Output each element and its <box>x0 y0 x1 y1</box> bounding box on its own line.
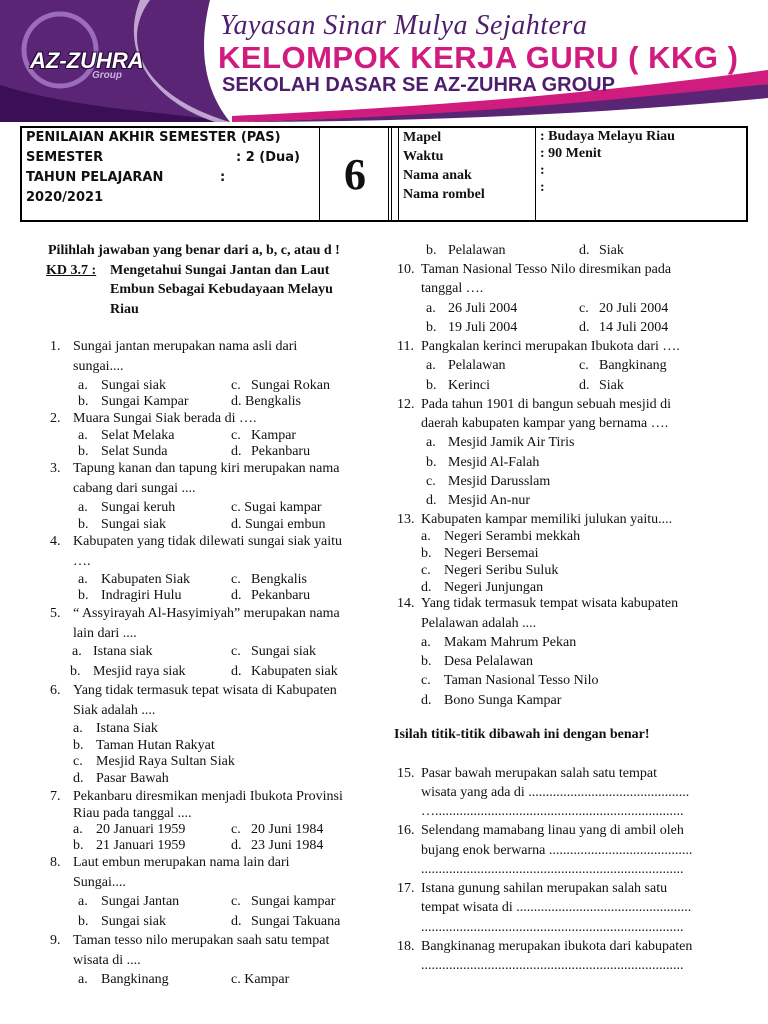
question-text-line: d. <box>579 320 590 335</box>
question-text-line: lain dari .... <box>73 626 137 641</box>
question-text-line: d. <box>579 243 590 258</box>
question-text-line: a. <box>73 721 83 736</box>
question-text-line: 26 Juli 2004 <box>448 301 518 316</box>
question-text-line: b. <box>426 455 437 470</box>
field-class-label: Nama rombel <box>403 187 485 202</box>
question-text-line: d. <box>73 771 84 786</box>
question-text-line: Taman tesso nilo merupakan saah satu tempat <box>73 933 330 948</box>
question-text-line: c. <box>231 822 241 837</box>
question-text-line: 9. <box>50 933 61 948</box>
question-text-line: d. <box>231 444 242 459</box>
question-text-line: 5. <box>50 606 61 621</box>
group-title: KELOMPOK KERJA GURU ( KKG ) <box>218 40 739 75</box>
semester-value: : 2 (Dua) <box>236 150 300 165</box>
question-text-line: a. <box>421 529 431 544</box>
question-text-line: d. Bengkalis <box>231 394 301 409</box>
question-text-line: Kabupaten yang tidak dilewati sungai siak yaitu <box>73 534 343 549</box>
question-text-line: a. <box>426 301 436 316</box>
question-text-line: a. <box>78 500 88 515</box>
question-text-line: Sungai keruh <box>101 500 176 515</box>
question-text-line: Pasar bawah merupakan salah satu tempat <box>421 766 657 781</box>
question-text-line: Kabupaten kampar memiliki julukan yaitu.... <box>421 512 673 527</box>
question-text-line: Kabupaten Siak <box>101 572 191 587</box>
question-text-line: Taman Hutan Rakyat <box>96 738 215 753</box>
question-text-line: d. Sungai embun <box>231 517 326 532</box>
question-text-line: Istana Siak <box>96 721 158 736</box>
question-text-line: Bengkalis <box>251 572 307 587</box>
semester-label: SEMESTER <box>26 150 104 165</box>
question-text-line: Makam Mahrum Pekan <box>444 635 577 650</box>
question-text-line: d. <box>231 588 242 603</box>
question-text-line: b. <box>78 394 89 409</box>
question-text-line: 3. <box>50 461 61 476</box>
question-text-line: 12. <box>397 397 415 412</box>
question-text-line: b. <box>426 243 437 258</box>
question-text-line: 6. <box>50 683 61 698</box>
question-text-line: Selat Sunda <box>101 444 168 459</box>
logo-sub: Group <box>92 70 122 81</box>
question-text-line: ........................................................................... <box>421 920 684 935</box>
question-text-line: Negeri Seribu Suluk <box>444 563 559 578</box>
question-text-line: Kabupaten siak <box>251 664 338 679</box>
question-text-line: b. <box>78 444 89 459</box>
question-text-line: Negeri Junjungan <box>444 580 544 595</box>
question-text-line: Kerinci <box>448 378 490 393</box>
question-text-line: a. <box>78 378 88 393</box>
question-text-line: b. <box>78 517 89 532</box>
question-text-line: Sungai siak <box>101 517 166 532</box>
kd-text-line: Riau <box>110 302 139 317</box>
question-text-line: Pekanbaru <box>251 444 311 459</box>
question-text-line: Taman Nasional Tesso Nilo <box>444 673 599 688</box>
question-text-line: ........................................................................... <box>421 862 684 877</box>
question-text-line: Pelalawan adalah .... <box>421 616 537 631</box>
question-text-line: c. <box>231 572 241 587</box>
question-text-line: Pangkalan kerinci merupakan Ibukota dari …. <box>421 339 680 354</box>
question-text-line: d. <box>421 693 432 708</box>
question-text-line: 18. <box>397 939 415 954</box>
question-text-line: c. <box>231 378 241 393</box>
question-text-line: 21 Januari 1959 <box>96 838 186 853</box>
question-text-line: Sungai siak <box>101 914 166 929</box>
question-text-line: Pekanbaru diresmikan menjadi Ibukota Provinsi <box>73 789 343 804</box>
question-text-line: d. <box>231 914 242 929</box>
question-text-line: b. <box>78 914 89 929</box>
question-text-line: Selendang mamabang linau yang di ambil oleh <box>421 823 684 838</box>
question-text-line: 8. <box>50 855 61 870</box>
logo-text: AZ-ZUHRA <box>30 48 144 73</box>
question-text-line: c. Kampar <box>231 972 290 987</box>
question-text-line: c. <box>579 358 589 373</box>
school-name: SEKOLAH DASAR SE AZ-ZUHRA GROUP <box>222 74 615 96</box>
question-text-line: tanggal …. <box>421 281 484 296</box>
question-text-line: Tapung kanan dan tapung kiri merupakan nama <box>73 461 340 476</box>
question-text-line: c. <box>421 563 431 578</box>
question-text-line: b. <box>70 664 81 679</box>
question-text-line: Sungai siak <box>101 378 166 393</box>
question-text-line: 11. <box>397 339 414 354</box>
question-text-line: 20 Juli 2004 <box>599 301 669 316</box>
question-text-line: Muara Sungai Siak berada di …. <box>73 411 257 426</box>
question-text-line: b. <box>73 738 84 753</box>
question-text-line: a. <box>78 972 88 987</box>
question-text-line: Taman Nasional Tesso Nilo diresmikan pada <box>421 262 672 277</box>
question-text-line: ........................................................................... <box>421 958 684 973</box>
question-text-line: 14 Juli 2004 <box>599 320 669 335</box>
kd-label: KD 3.7 : <box>46 263 97 278</box>
year-value: 2020/2021 <box>26 190 104 205</box>
question-text-line: cabang dari sungai .... <box>73 481 196 496</box>
question-text-line: Bangkinanag merupakan ibukota dari kabupaten <box>421 939 693 954</box>
question-text-line: a. <box>426 358 436 373</box>
field-subject-value: : Budaya Melayu Riau <box>540 129 675 144</box>
field-student-name-value: : <box>540 163 545 178</box>
question-text-line: 16. <box>397 823 415 838</box>
question-text-line: 20 Januari 1959 <box>96 822 186 837</box>
question-text-line: Laut embun merupakan nama lain dari <box>73 855 290 870</box>
kd-text-line: Mengetahui Sungai Jantan dan Laut <box>110 263 330 278</box>
question-text-line: 19 Juli 2004 <box>448 320 518 335</box>
question-text-line: …. <box>73 554 91 569</box>
question-text-line: 15. <box>397 766 415 781</box>
question-text-line: 10. <box>397 262 415 277</box>
question-text-line: c. Sugai kampar <box>231 500 322 515</box>
question-text-line: Mesjid An-nur <box>448 493 531 508</box>
question-text-line: Desa Pelalawan <box>444 654 534 669</box>
question-text-line: Mesjid raya siak <box>93 664 186 679</box>
year-label: TAHUN PELAJARAN <box>26 170 164 185</box>
question-text-line: Siak <box>599 243 624 258</box>
question-text-line: a. <box>78 428 88 443</box>
question-text-line: Istana siak <box>93 644 153 659</box>
question-text-line: Sungai Kampar <box>101 394 189 409</box>
question-text-line: Mesjid Raya Sultan Siak <box>96 754 235 769</box>
question-text-line: b. <box>421 654 432 669</box>
question-text-line: Bangkinang <box>101 972 169 987</box>
field-student-name-label: Nama anak <box>403 168 472 183</box>
question-text-line: Sungai Rokan <box>251 378 330 393</box>
question-text-line: Sungai kampar <box>251 894 336 909</box>
question-text-line: d. <box>231 664 242 679</box>
question-text-line: Pasar Bawah <box>96 771 169 786</box>
field-time-value: : 90 Menit <box>540 146 602 161</box>
question-text-line: bujang enok berwarna ......................................... <box>421 843 693 858</box>
question-text-line: Mesjid Al-Falah <box>448 455 540 470</box>
question-text-line: a. <box>421 635 431 650</box>
question-text-line: Indragiri Hulu <box>101 588 182 603</box>
field-subject-label: Mapel <box>403 130 442 145</box>
question-text-line: Bangkinang <box>599 358 667 373</box>
foundation-name: Yayasan Sinar Mulya Sejahtera <box>220 10 588 41</box>
question-text-line: …....................................................................... <box>421 804 684 819</box>
question-text-line: Sungai siak <box>251 644 316 659</box>
question-text-line: daerah kabupaten kampar yang bernama …. <box>421 416 669 431</box>
question-text-line: c. <box>579 301 589 316</box>
question-text-line: 20 Juni 1984 <box>251 822 324 837</box>
section1-instruction: Pilihlah jawaban yang benar dari a, b, c, atau d ! <box>48 243 340 258</box>
question-text-line: a. <box>78 894 88 909</box>
question-text-line: b. <box>73 838 84 853</box>
year-colon: : <box>220 170 226 185</box>
question-text-line: b. <box>426 378 437 393</box>
question-text-line: 7. <box>50 789 61 804</box>
field-time-label: Waktu <box>403 149 444 164</box>
question-text-line: Sungai Takuana <box>251 914 341 929</box>
question-text-line: a. <box>72 644 82 659</box>
question-text-line: a. <box>426 435 436 450</box>
question-text-line: Riau pada tanggal .... <box>73 806 192 821</box>
question-text-line: Bono Sunga Kampar <box>444 693 562 708</box>
question-text-line: c. <box>426 474 436 489</box>
question-text-line: a. <box>78 572 88 587</box>
grade-number: 6 <box>322 128 392 220</box>
question-text-line: Mesjid Darusslam <box>448 474 551 489</box>
question-text-line: d. <box>231 838 242 853</box>
question-text-line: d. <box>579 378 590 393</box>
question-text-line: Selat Melaka <box>101 428 175 443</box>
question-text-line: 23 Juni 1984 <box>251 838 324 853</box>
question-text-line: Pelalawan <box>448 243 506 258</box>
question-text-line: c. <box>421 673 431 688</box>
question-text-line: Mesjid Jamik Air Tiris <box>448 435 575 450</box>
question-text-line: sungai.... <box>73 359 124 374</box>
question-text-line: Negeri Bersemai <box>444 546 539 561</box>
question-text-line: “ Assyirayah Al-Hasyimiyah” merupakan nama <box>73 606 340 621</box>
question-text-line: Istana gunung sahilan merupakan salah satu <box>421 881 668 896</box>
question-text-line: Yang tidak termasuk tepat wisata di Kabupaten <box>73 683 337 698</box>
question-text-line: Kampar <box>251 428 297 443</box>
question-text-line: c. <box>73 754 83 769</box>
question-text-line: 4. <box>50 534 61 549</box>
question-text-line: c. <box>231 894 241 909</box>
question-text-line: c. <box>231 644 241 659</box>
question-text-line: 13. <box>397 512 415 527</box>
question-text-line: wisata di .... <box>73 953 141 968</box>
question-text-line: d. <box>426 493 437 508</box>
question-text-line: 14. <box>397 596 415 611</box>
question-text-line: Sungai.... <box>73 875 126 890</box>
section2-instruction: Isilah titik-titik dibawah ini dengan benar! <box>394 727 650 742</box>
question-text-line: b. <box>421 546 432 561</box>
question-text-line: Sungai Jantan <box>101 894 180 909</box>
exam-title: PENILAIAN AKHIR SEMESTER (PAS) <box>26 130 281 145</box>
question-text-line: tempat wisata di .................................................. <box>421 900 692 915</box>
question-text-line: Negeri Serambi mekkah <box>444 529 581 544</box>
question-text-line: 17. <box>397 881 415 896</box>
kd-text-line: Embun Sebagai Kebudayaan Melayu <box>110 282 333 297</box>
question-text-line: Yang tidak termasuk tempat wisata kabupaten <box>421 596 679 611</box>
question-text-line: Pekanbaru <box>251 588 311 603</box>
question-text-line: Siak adalah .... <box>73 703 156 718</box>
question-text-line: 1. <box>50 339 61 354</box>
question-text-line: b. <box>78 588 89 603</box>
question-text-line: c. <box>231 428 241 443</box>
question-text-line: d. <box>421 580 432 595</box>
question-text-line: Siak <box>599 378 624 393</box>
question-text-line: wisata yang ada di .............................................. <box>421 785 690 800</box>
field-class-value: : <box>540 180 545 195</box>
question-text-line: Pada tahun 1901 di bangun sebuah mesjid di <box>421 397 672 412</box>
question-text-line: a. <box>73 822 83 837</box>
question-text-line: 2. <box>50 411 61 426</box>
question-text-line: b. <box>426 320 437 335</box>
question-text-line: Sungai jantan merupakan nama asli dari <box>73 339 298 354</box>
question-text-line: Pelalawan <box>448 358 506 373</box>
